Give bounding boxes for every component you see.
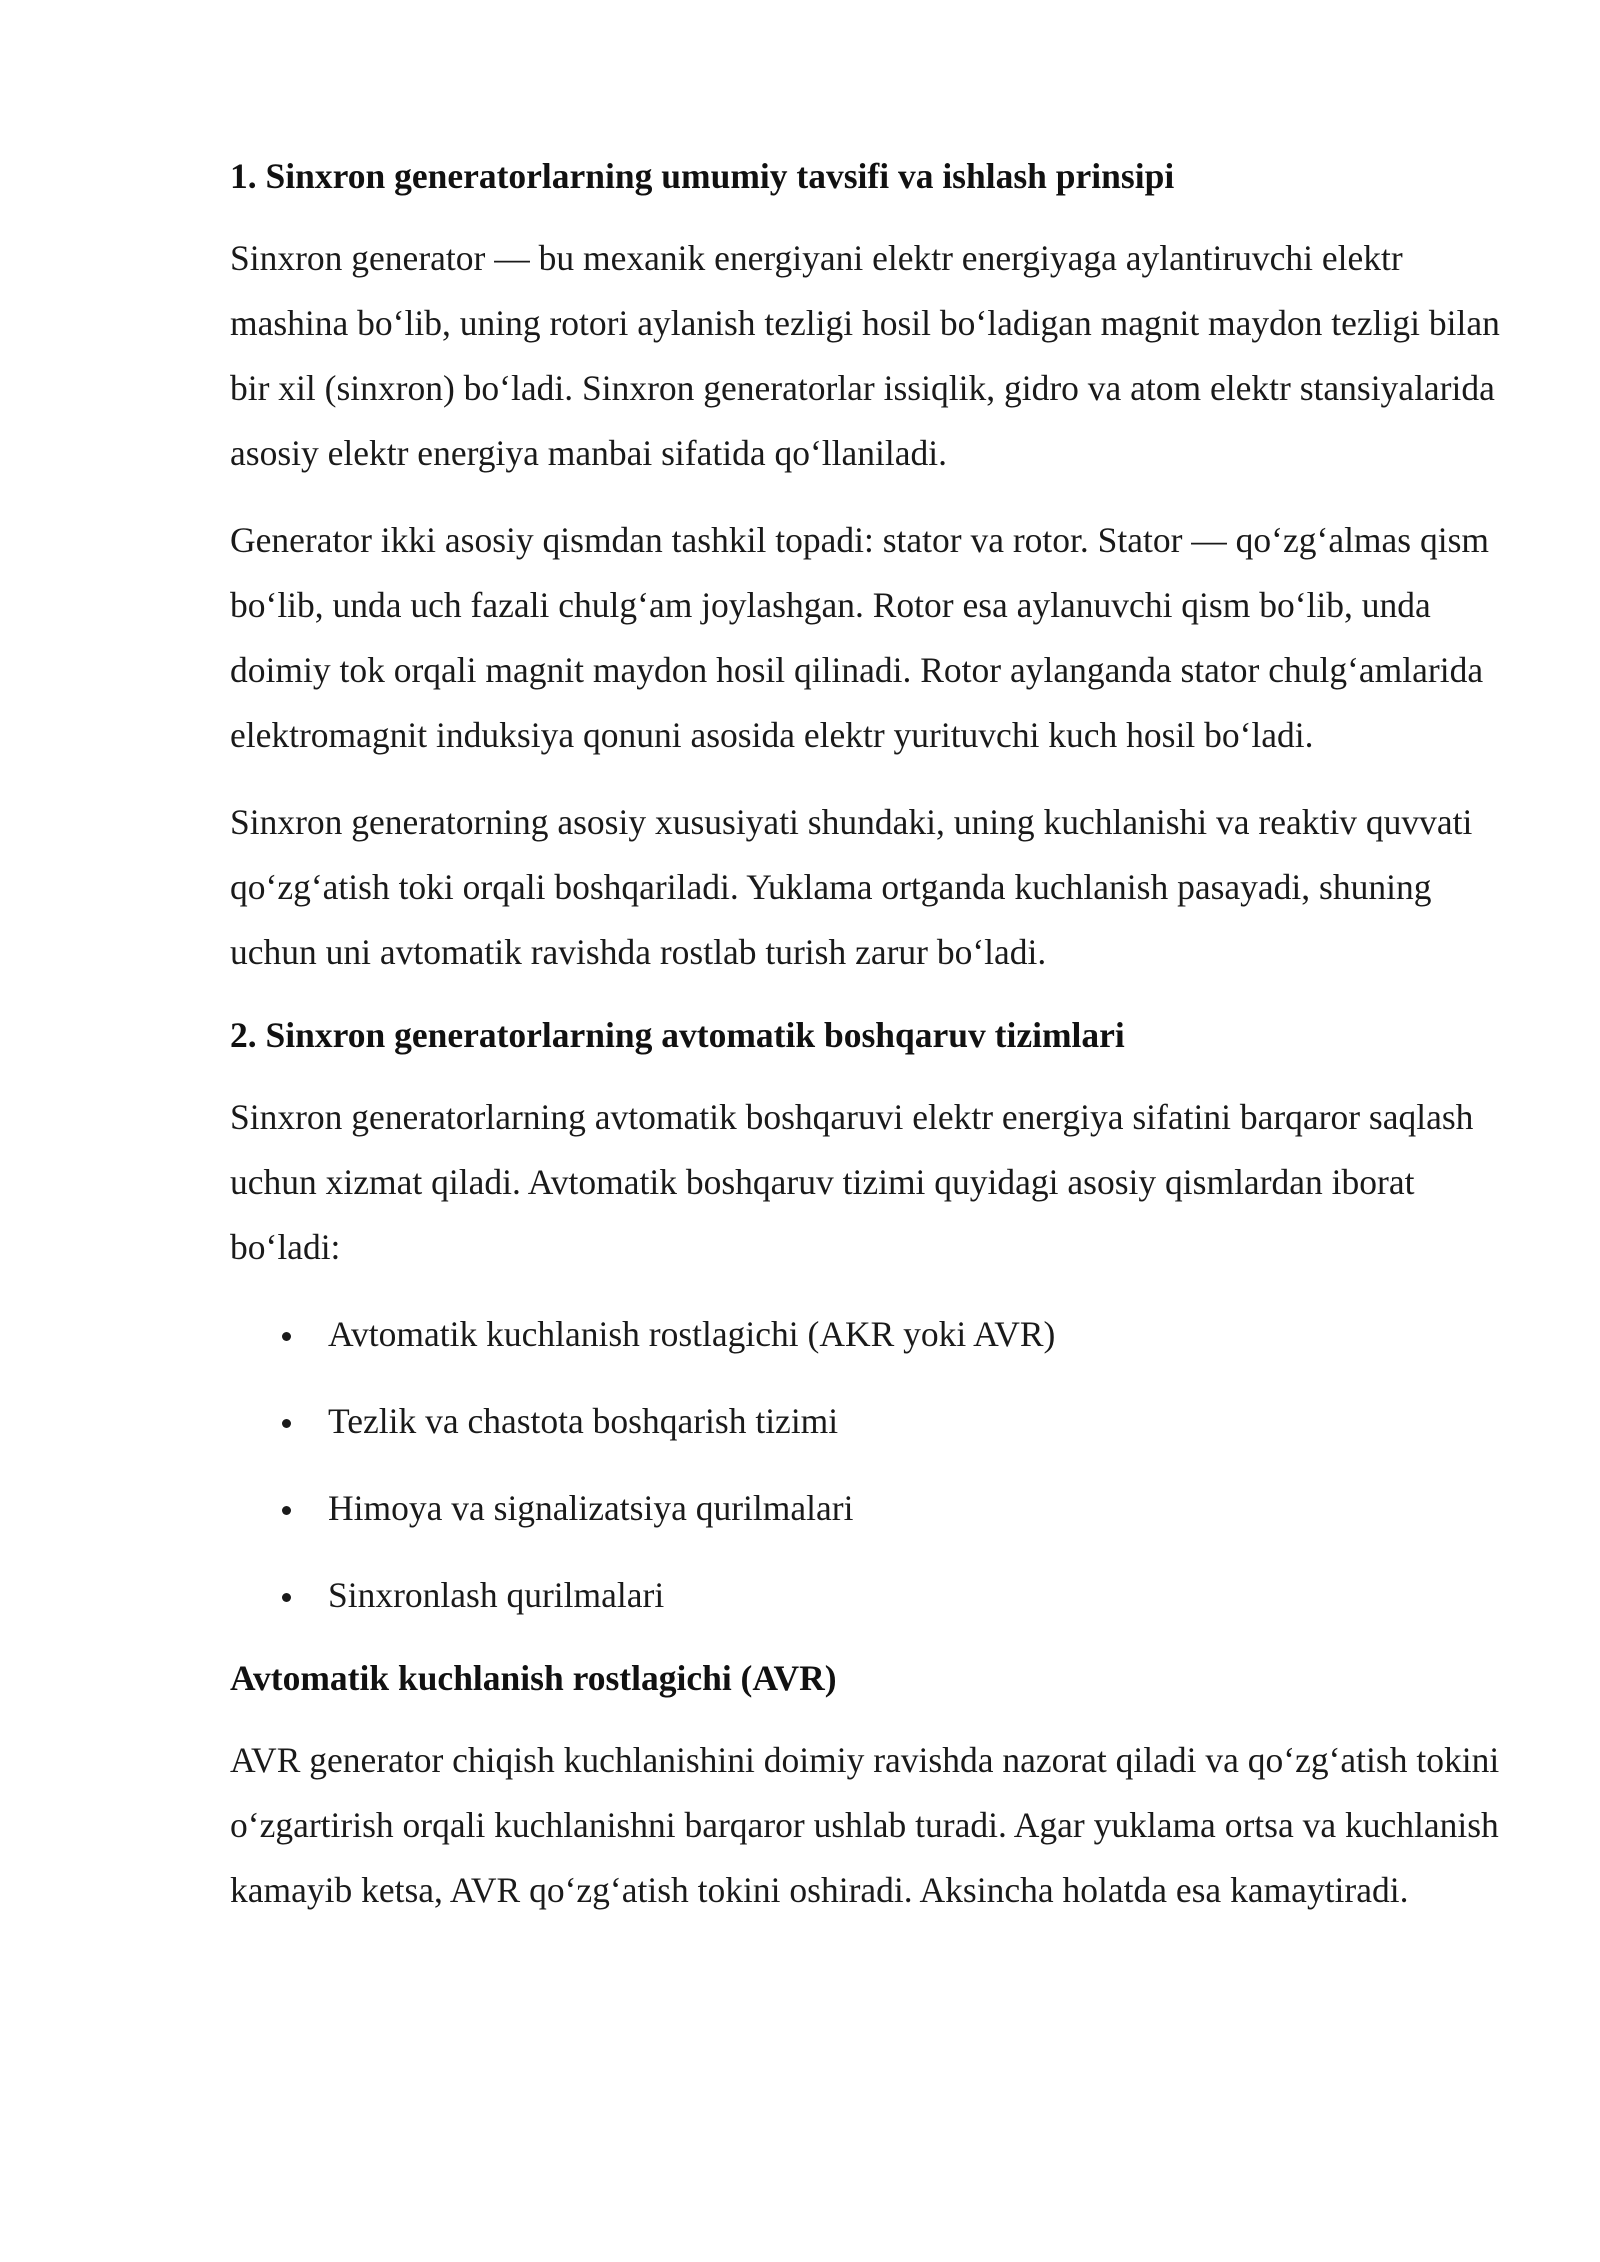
list-item-text: Tezlik va chastota boshqarish tizimi [328,1401,839,1441]
bullet-icon [282,1593,291,1602]
section-3-heading: Avtomatik kuchlanish rostlagichi (AVR) [230,1658,837,1698]
section-1-paragraph-1: Sinxron generator — bu mexanik energiyani elektr energiyaga aylantiruvchi elektr mashina bo‘lib, uning rotori aylanish tezligi hosil bo‘ladigan magnit maydon tezligi bilan bir xil (sinxron) bo‘ladi. Sinxron generatorlar issiqlik, gidro va atom elektr stansiyalarida asosiy elektr energiya manbai sifatida qo‘llaniladi. [230,238,1500,473]
list-item-text: Himoya va signalizatsiya qurilmalari [328,1488,854,1528]
document-page [230,148,1520,1945]
list-item-text: Sinxronlash qurilmalari [328,1575,665,1615]
section-3-paragraph: AVR generator chiqish kuchlanishini doimiy ravishda nazorat qiladi va qo‘zg‘atish tokini o‘zgartirish orqali kuchlanishni barqaror ushlab turadi. Agar yuklama ortsa va kuchlanish kamayib ketsa, AVR qo‘zg‘atish tokini oshiradi. Aksincha holatda esa kamaytiradi. [230,1740,1500,1910]
list-item [230,1476,1520,1541]
bullet-icon [282,1419,291,1428]
section-1-paragraph-3: Sinxron generatorning asosiy xususiyati shundaki, uning kuchlanishi va reaktiv quvvati qo‘zg‘atish toki orqali boshqariladi. Yuklama ortganda kuchlanish pasayadi, shuning uchun uni avtomatik ravishda rostlab turish zarur bo‘ladi. [230,802,1473,972]
section-2-intro: Sinxron generatorlarning avtomatik boshqaruvi elektr energiya sifatini barqaror saqlash uchun xizmat qiladi. Avtomatik boshqaruv tizimi quyidagi asosiy qismlardan iborat bo‘ladi: [230,1097,1474,1267]
list-item-text: Avtomatik kuchlanish rostlagichi (AKR yoki AVR) [328,1314,1056,1354]
section-2-heading: 2. Sinxron generatorlarning avtomatik boshqaruv tizimlari [230,1015,1125,1055]
section-1-heading: 1. Sinxron generatorlarning umumiy tavsifi va ishlash prinsipi [230,156,1175,196]
list-item [230,1389,1520,1454]
bullet-icon [282,1506,291,1515]
components-list [230,1302,1520,1628]
section-1-paragraph-2: Generator ikki asosiy qismdan tashkil topadi: stator va rotor. Stator — qo‘zg‘almas qism bo‘lib, unda uch fazali chulg‘am joylashgan. Rotor esa aylanuvchi qism bo‘lib, unda doimiy tok orqali magnit maydon hosil qilinadi. Rotor aylanganda stator chulg‘amlarida elektromagnit induksiya qonuni asosida elektr yurituvchi kuch hosil bo‘ladi. [230,520,1490,755]
bullet-icon [282,1332,291,1341]
list-item [230,1302,1520,1367]
list-item [230,1563,1520,1628]
